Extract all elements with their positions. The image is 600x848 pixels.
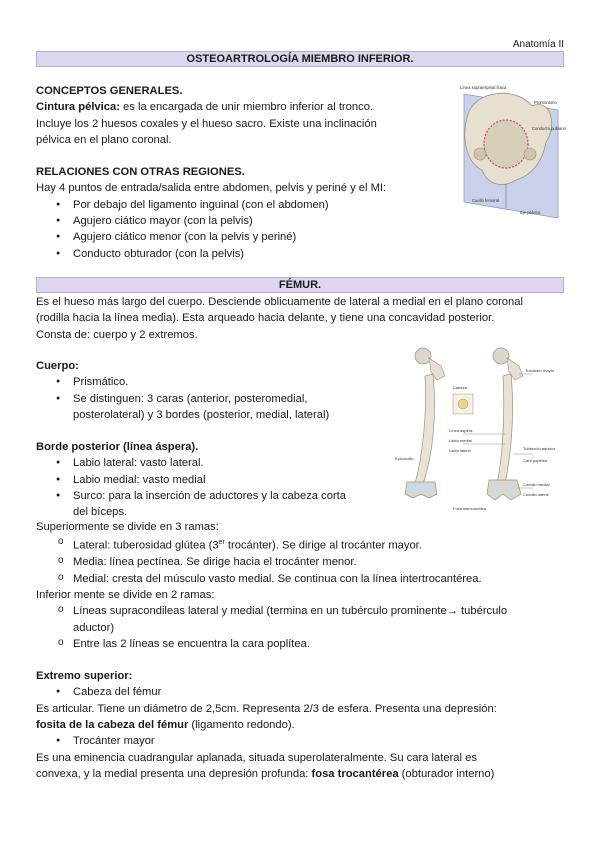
intro-block xyxy=(36,83,436,262)
femur-intro-line: (rodilla hacia la línea media). Esta arqueado hacia delante, y tiene una concavidad posterior. xyxy=(36,312,495,325)
cabeza-text: fosita de la cabeza del fémur (ligamento redondo). xyxy=(36,719,295,731)
list-item: ● Se distinguen: 3 caras (anterior, posteromedial, xyxy=(36,391,376,407)
fig-label: Conducto pubiano xyxy=(532,126,566,131)
femur-title-band: FÉMUR. xyxy=(36,277,564,293)
relaciones-intro: Hay 4 puntos de entrada/salida entre abdomen, pelvis y periné y el MI: xyxy=(36,182,387,195)
list-item: ● Surco: para la inserción de aductores y la cabeza corta xyxy=(36,488,376,504)
femur-intro-line: Es el hueso más largo del cuerpo. Desciende oblicuamente de lateral a medial en el plano coronal xyxy=(36,296,523,308)
pelvic-inlet xyxy=(484,120,528,168)
conceptos-line-2: Incluye los 2 huesos coxales y el hueso sacro. Existe una inclinación xyxy=(36,117,377,130)
list-item: ● Labio medial: vasto medial xyxy=(36,472,376,488)
fig-label: Tubérculo aductor xyxy=(523,446,556,451)
fig-label: Epicóndilo xyxy=(395,456,414,461)
fig-label: Línea supraespinal ilíaca xyxy=(460,85,507,90)
acetabulum xyxy=(474,148,486,160)
list-item: o Entre las 2 líneas se encuentra la cara poplítea. xyxy=(36,636,564,652)
list-item: ● Conducto obturador (con la pelvis) xyxy=(36,246,436,262)
fig-label: Eje pélvico xyxy=(520,210,541,215)
list-item: o Medial: cresta del músculo vasto medial. Se continua con la línea intertrocantérea. xyxy=(36,571,564,587)
fig-label: Línea áspera xyxy=(449,428,473,433)
list-item-continuation: posterolateral) y 3 bordes (posterior, medial, lateral) xyxy=(73,408,330,421)
fig-label: Cara poplítea xyxy=(523,458,548,463)
femur-posterior xyxy=(487,348,523,500)
ramas-block xyxy=(36,519,564,782)
list-item: ● Por debajo del ligamento inguinal (con el abdomen) xyxy=(36,197,436,213)
list-item-continuation: aductor) xyxy=(73,621,115,634)
extremo-heading: Extremo superior: xyxy=(36,670,133,683)
list-item-continuation: del bíceps. xyxy=(73,506,128,519)
list-item: o Media: línea pectínea. Se dirige hacia el trocánter menor. xyxy=(36,554,564,570)
fig-label: Cóndilo medial xyxy=(523,482,550,487)
relaciones-list xyxy=(36,197,436,262)
cabeza-text: Es articular. Tiene un diámetro de 2,5cm. Representa 2/3 de esfera. Presenta una depresión: xyxy=(36,702,497,715)
fig-label: Promontorio xyxy=(534,100,557,105)
sup-list xyxy=(36,535,564,587)
femur-figure xyxy=(393,344,561,519)
cuerpo-list xyxy=(36,374,376,423)
borde-list xyxy=(36,455,376,520)
sup-intro: Superiormente se divide en 3 ramas: xyxy=(36,521,219,533)
trocanter-text: Es una eminencia cuadrangular aplanada, situada superolateralmente. Su cara lateral es xyxy=(36,751,477,764)
list-item: ● Prismático. xyxy=(36,374,376,390)
fig-label: Labio medial xyxy=(449,438,472,443)
fig-label: Fosa intercondílea xyxy=(453,506,486,511)
list-item: ● Trocánter mayor xyxy=(36,733,564,749)
relaciones-heading: RELACIONES CON OTRAS REGIONES. xyxy=(36,166,245,179)
conceptos-line-1: Cintura pélvica: es la encargada de unir miembro inferior al tronco. xyxy=(36,101,374,114)
fig-label: Labio lateral xyxy=(449,448,471,453)
list-item: ● Agujero ciático menor (con la pelvis y periné) xyxy=(36,229,436,245)
list-item: ● Agujero ciático mayor (con la pelvis) xyxy=(36,213,436,229)
list-item: ● Cabeza del fémur xyxy=(36,684,564,700)
pelvis-figure xyxy=(446,84,566,220)
subject-header: Anatomía II xyxy=(512,39,564,50)
femur-intro xyxy=(36,294,564,343)
list-item: o Lateral: tuberosidad glútea (3er trocánter). Se dirige al trocánter mayor. xyxy=(36,535,564,554)
fig-label: Cuello femoral xyxy=(472,198,499,203)
acetabulum xyxy=(524,148,536,160)
fig-label: Trocánter mayor xyxy=(525,368,555,373)
cross-section-inset xyxy=(453,394,473,414)
fig-label: Cóndilo lateral xyxy=(523,492,549,497)
cuerpo-heading: Cuerpo: xyxy=(36,360,79,372)
inf-list xyxy=(36,603,564,652)
list-item: o Líneas supracondileas lateral y medial (termina en un tubérculo prominente→ tubérculo xyxy=(36,603,564,619)
leader-lines xyxy=(463,374,533,488)
borde-heading: Borde posterior (línea áspera). xyxy=(36,441,199,454)
inf-intro: Inferior mente se divide en 2 ramas: xyxy=(36,588,215,601)
femur-intro-line: Consta de: cuerpo y 2 extremos. xyxy=(36,328,198,341)
list-item: ● Labio lateral: vasto lateral. xyxy=(36,455,376,471)
fig-label: Cabeza xyxy=(453,385,467,390)
cuerpo-block xyxy=(36,358,376,521)
femur-anterior xyxy=(405,348,445,498)
conceptos-heading: CONCEPTOS GENERALES. xyxy=(36,85,183,97)
trocanter-text: convexa, y la medial presenta una depresión profunda: fosa trocantérea (obturador interno) xyxy=(36,767,495,780)
section-title-band: OSTEOARTROLOGÍA MIEMBRO INFERIOR. xyxy=(36,51,564,67)
conceptos-line-3: pélvica en el plano coronal. xyxy=(36,133,172,146)
